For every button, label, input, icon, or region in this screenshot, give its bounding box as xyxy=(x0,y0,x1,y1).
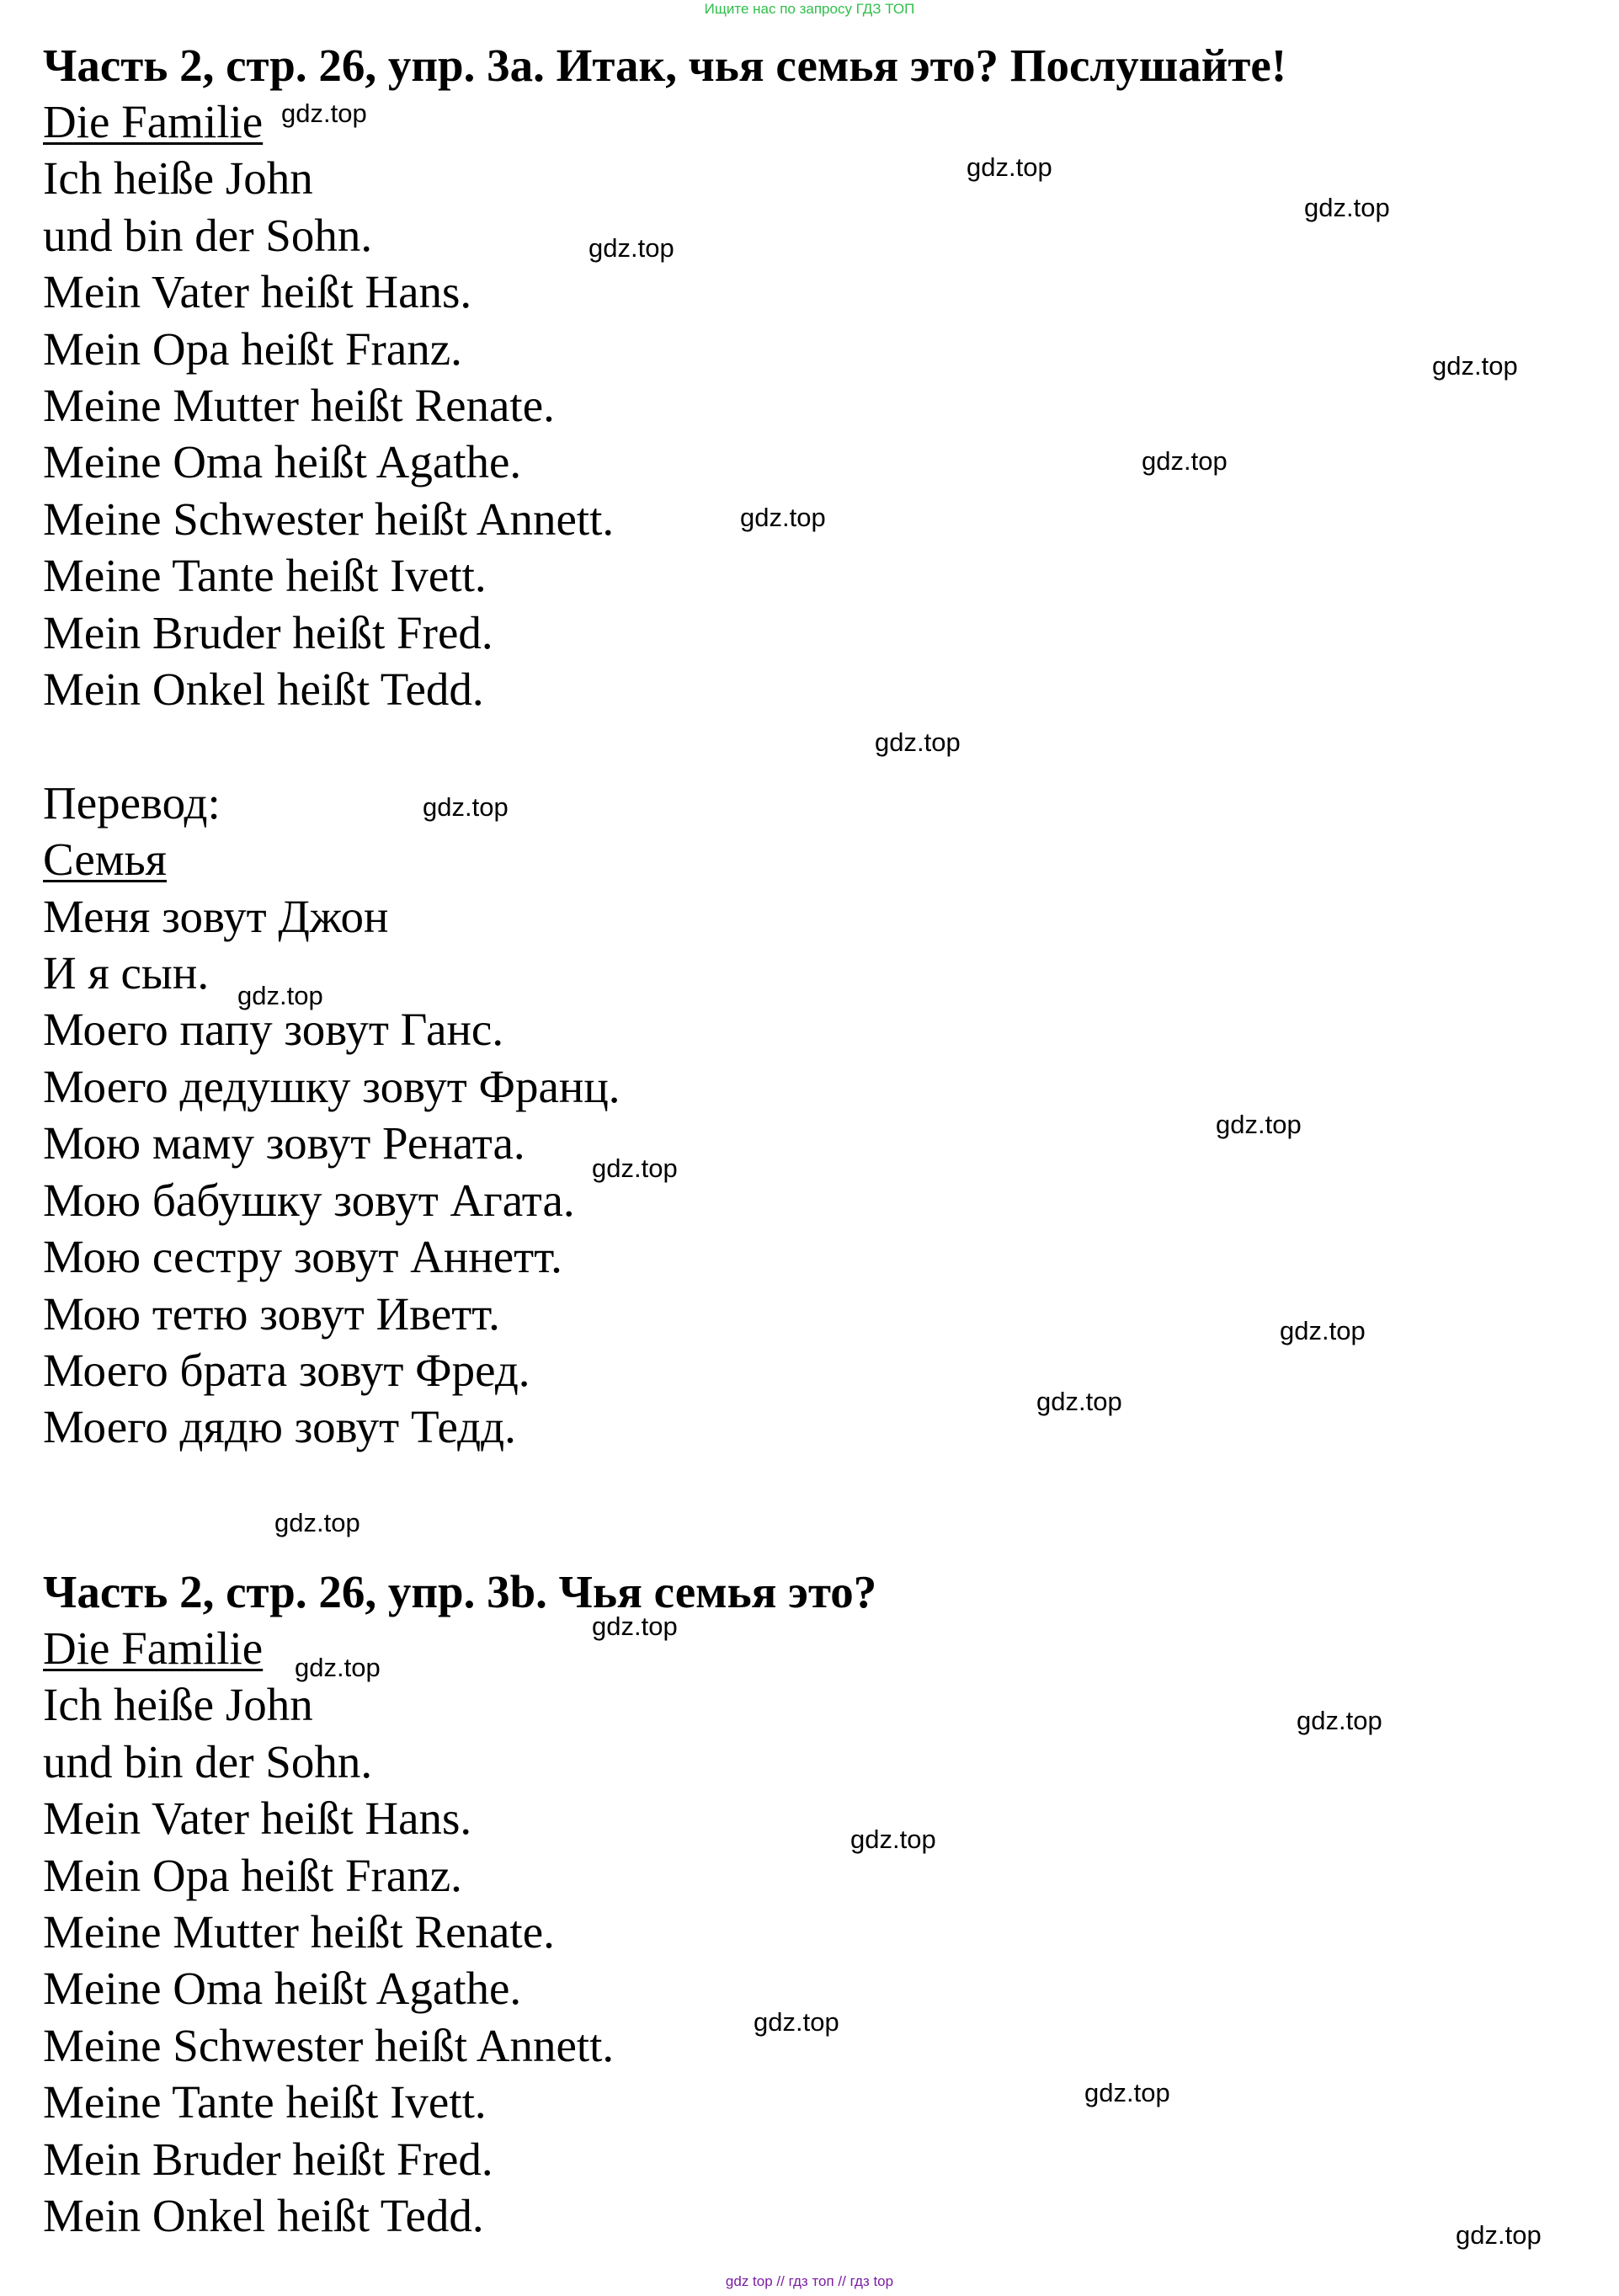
poem-line: und bin der Sohn. xyxy=(43,1735,373,1787)
watermark: gdz.top xyxy=(740,503,826,532)
watermark: gdz.top xyxy=(1084,2078,1170,2107)
poem-line: Meine Tante heißt Ivett. xyxy=(43,2076,487,2128)
poem-line: Meine Oma heißt Agathe. xyxy=(43,436,522,488)
poem-line: Ich heiße John xyxy=(43,1679,313,1731)
poem-line: Mein Opa heißt Franz. xyxy=(43,1849,462,1901)
watermark: gdz.top xyxy=(1036,1387,1122,1416)
poem-title: Die Familie xyxy=(43,96,264,147)
watermark: gdz.top xyxy=(295,1653,381,1682)
watermark: gdz.top xyxy=(592,1153,678,1183)
poem-line: Meine Mutter heißt Renate. xyxy=(43,1906,555,1958)
translation-line: Мою тетю зовут Иветт. xyxy=(43,1287,500,1340)
translation-line: Моего дядю зовут Тедд. xyxy=(43,1401,516,1453)
poem-title: Die Familie xyxy=(43,1622,264,1674)
watermark: gdz.top xyxy=(1216,1110,1302,1139)
poem-line: Mein Bruder heißt Fred. xyxy=(43,2133,493,2185)
translation-line: Мою маму зовут Рената. xyxy=(43,1117,525,1169)
section-3b-heading: Часть 2, стр. 26, упр. 3b. Чья семья это? xyxy=(43,1566,877,1617)
watermark: gdz.top xyxy=(875,727,961,757)
translation-line: Меня зовут Джон xyxy=(43,890,389,942)
poem-line: Ich heiße John xyxy=(43,152,313,205)
translation-label: Перевод: xyxy=(43,776,221,828)
watermark: gdz.top xyxy=(423,792,509,822)
poem-line: und bin der Sohn. xyxy=(43,209,373,261)
translation-line: Мою сестру зовут Аннетт. xyxy=(43,1231,562,1283)
watermark: gdz.top xyxy=(281,99,367,128)
translation-line: Мою бабушку зовут Агата. xyxy=(43,1174,575,1226)
blank-line xyxy=(43,717,1558,774)
poem-line: Meine Oma heißt Agathe. xyxy=(43,1963,522,2015)
watermark: gdz.top xyxy=(592,1611,678,1641)
poem-line: Mein Opa heißt Franz. xyxy=(43,322,462,375)
poem-lines xyxy=(43,150,1558,717)
watermark: gdz.top xyxy=(1456,2220,1542,2250)
section-3a xyxy=(43,37,1558,1456)
translation-line: Моего дедушку зовут Франц. xyxy=(43,1060,620,1112)
watermark: gdz.top xyxy=(967,152,1052,182)
watermark: gdz.top xyxy=(237,981,323,1010)
poem-line: Mein Vater heißt Hans. xyxy=(43,1793,472,1845)
poem-line: Meine Mutter heißt Renate. xyxy=(43,380,555,432)
translation-line: Моего папу зовут Ганс. xyxy=(43,1004,504,1056)
top-banner: Ищите нас по запросу ГДЗ ТОП xyxy=(704,1,915,17)
watermark: gdz.top xyxy=(1280,1316,1366,1345)
translation-line: Моего брата зовут Фред. xyxy=(43,1344,530,1396)
watermark: gdz.top xyxy=(274,1508,360,1537)
poem-line: Mein Onkel heißt Tedd. xyxy=(43,663,484,716)
section-3a-heading: Часть 2, стр. 26, упр. 3a. Итак, чья семья это? Послушайте! xyxy=(43,40,1287,91)
watermark: gdz.top xyxy=(1142,446,1228,476)
poem-line: Meine Tante heißt Ivett. xyxy=(43,550,487,602)
poem-line: Meine Schwester heißt Annett. xyxy=(43,2019,615,2071)
watermark: gdz.top xyxy=(850,1825,936,1854)
translation-title: Семья xyxy=(43,834,167,886)
watermark: gdz.top xyxy=(588,233,674,263)
watermark: gdz.top xyxy=(1304,193,1390,222)
watermark: gdz.top xyxy=(1297,1706,1382,1735)
watermark: gdz.top xyxy=(1432,351,1518,381)
poem-lines xyxy=(43,1676,1558,2244)
poem-line: Mein Bruder heißt Fred. xyxy=(43,606,493,658)
watermark: gdz.top xyxy=(754,2007,839,2037)
poem-line: Mein Onkel heißt Tedd. xyxy=(43,2190,484,2242)
section-3b xyxy=(43,1564,1558,2244)
translation-lines xyxy=(43,888,1558,1456)
translation-line: И я сын. xyxy=(43,947,210,999)
footer-watermark: gdz top // гдз топ // гдз top xyxy=(725,2273,894,2289)
poem-line: Mein Vater heißt Hans. xyxy=(43,266,472,318)
poem-line: Meine Schwester heißt Annett. xyxy=(43,493,615,545)
